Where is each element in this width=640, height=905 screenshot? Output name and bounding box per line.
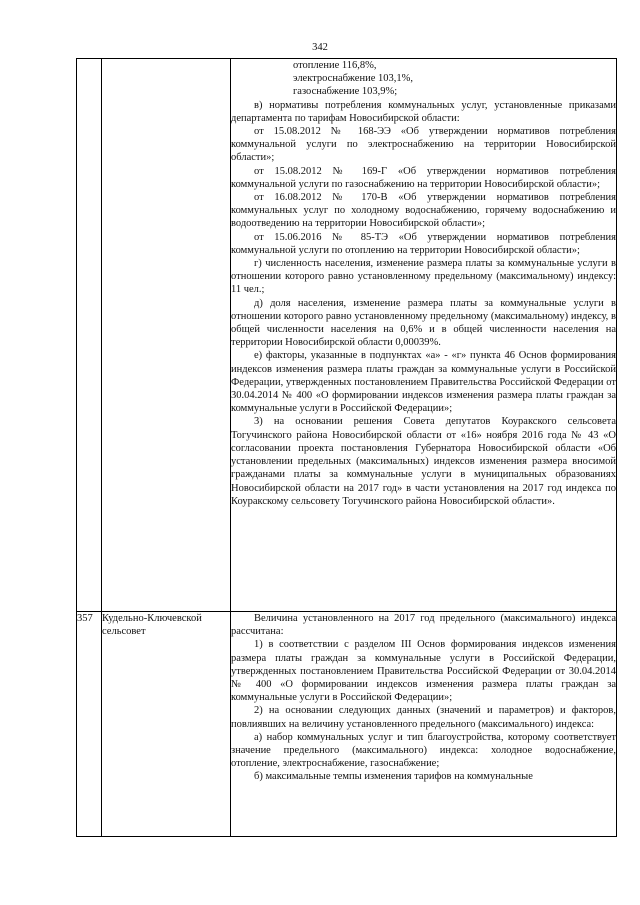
- paragraph: электроснабжение 103,1%,: [293, 73, 413, 85]
- paragraph: от 15.06.2016 № 85-ТЭ «Об утверждении нормативов потребления коммунальной услуги по отоплению на территории Новосибирской области»;: [231, 231, 616, 256]
- table-row: [77, 59, 617, 612]
- paragraph: газоснабжение 103,9%;: [293, 86, 398, 98]
- paragraph: отопление 116,8%,: [293, 60, 377, 71]
- justification-text-cell: [231, 59, 617, 612]
- paragraph: е) факторы, указанные в подпунктах «а» - «г» пункта 46 Основ формирования индексов изменения размера платы граждан за коммунальные услуги в Российской Федерации, утвержденных постановлением Правительства Российской Федерации от 30.04.2014 № 400 «О формировании индексов изменения размера платы граждан за коммунальные услуги в Российской Федерации»;: [231, 350, 616, 415]
- paragraph: г) численность населения, изменение размера платы за коммунальные услуги в отношении которого равно установленному предельному (максимальному) индексу: 11 чел.;: [231, 258, 616, 296]
- row-number-cell: [77, 59, 102, 612]
- municipality-name-cell: [102, 59, 231, 612]
- paragraph: от 15.08.2012 № 169-Г «Об утверждении нормативов потребления коммунальной услуги по газоснабжению на территории Новосибирской области»;: [231, 165, 616, 190]
- paragraph: 1) в соответствии с разделом III Основ формирования индексов изменения размера платы граждан за коммунальные услуги в Российской Федерации, утвержденных постановлением Правительства Российской Федерации от 30.04.2014 № 400 «О формировании индексов изменения размера платы граждан за коммунальные услуги в Российской Федерации»;: [231, 639, 616, 704]
- municipality-name-cell: Кудельно-Ключевской сельсовет: [102, 612, 231, 837]
- paragraph: от 16.08.2012 № 170-В «Об утверждении нормативов потребления коммунальных услуг по холодному водоснабжению, горячему водоснабжению и водоотведению на территории Новосибирской области»;: [231, 192, 616, 230]
- row-number-cell: 357: [77, 612, 102, 837]
- paragraph: д) доля населения, изменение размера платы за коммунальные услуги в отношении которого равно установленному предельному (максимальному) индексу, в общей численности населения на 0,6% и в общей численности населения на территории Новосибирской области 0,00039%.: [231, 297, 616, 349]
- paragraph: Величина установленного на 2017 год предельного (максимального) индекса рассчитана:: [231, 613, 616, 638]
- page-number: 342: [312, 42, 328, 53]
- paragraph: в) нормативы потребления коммунальных услуг, установленные приказами департамента по тарифам Новосибирской области:: [231, 99, 616, 124]
- paragraph: 2) на основании следующих данных (значений и параметров) и факторов, повлиявших на величину установленного предельного (максимального) индекса:: [231, 705, 616, 730]
- document-table: [76, 58, 617, 837]
- paragraph: а) набор коммунальных услуг и тип благоустройства, которому соответствует значение предельного (максимального) индекса: холодное водоснабжение, отопление, электроснабжение, газоснабжение;: [231, 731, 616, 770]
- justification-text-cell: [231, 612, 617, 837]
- table-row: [77, 612, 617, 837]
- paragraph: б) максимальные темпы изменения тарифов на коммунальные: [254, 771, 533, 783]
- paragraph: от 15.08.2012 № 168-ЭЭ «Об утверждении нормативов потребления коммунальной услуги по электроснабжению на территории Новосибирской области»;: [231, 126, 616, 164]
- paragraph: 3) на основании решения Совета депутатов Коуракского сельсовета Тогучинского района Новосибирской области от «16» ноября 2016 года № 43 «О согласовании проекта постановления Губернатора Новосибирской области «Об установлении предельных (максимальных) индексов изменения размера вносимой гражданами платы за коммунальные услуги в муниципальных образованиях Новосибирской области на 2017 год» в части установления на 2017 год индекса по Коуракскому сельсовету Тогучинского района Новосибирской области».: [231, 416, 616, 507]
